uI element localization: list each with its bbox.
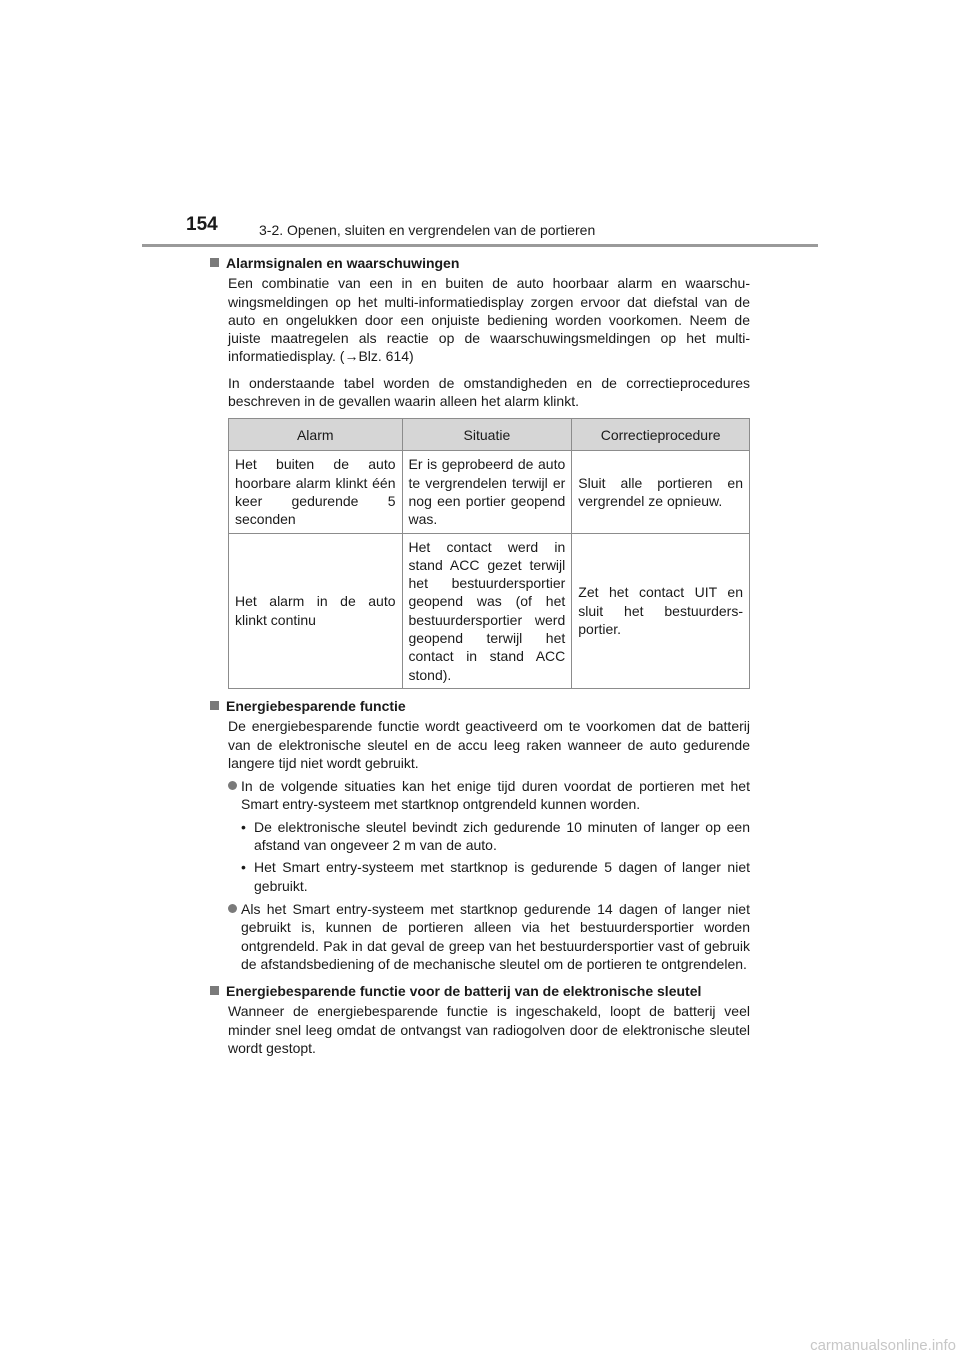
table-cell: Het contact werd in stand ACC gezet terwijl het bestuurdersportier geopend was (of het bestuurdersportier werd geopend terwijl het contact in stand ACC stond). bbox=[402, 533, 572, 688]
header-rule bbox=[142, 244, 818, 247]
alarm-table bbox=[228, 418, 750, 689]
table-cell: Het alarm in de auto klinkt continu bbox=[229, 533, 403, 688]
heading-energy: Energiebesparende functie bbox=[210, 697, 750, 715]
table-cell: Er is geprobeerd de auto te vergrendelen terwijl er nog een portier geopend was. bbox=[402, 451, 572, 533]
heading-battery: Energiebesparende functie voor de batterij van de elektronische sleutel bbox=[210, 982, 750, 1000]
energy-paragraph: De energiebesparende functie wordt geactiveerd om te voorkomen dat de batterij van de elektronische sleutel en de accu leeg raken wanneer de auto gedurende langere tijd niet wordt gebruikt. bbox=[228, 718, 750, 771]
table-row bbox=[229, 451, 750, 533]
heading-alarm: Alarmsignalen en waarschuwingen bbox=[210, 254, 750, 272]
list-item: In de volgende situaties kan het enige tijd duren voordat de portieren met het Smart entry-systeem met startknop ontgrendeld kunnen worden. bbox=[228, 777, 750, 814]
square-bullet-icon bbox=[210, 701, 219, 710]
page-number: 154 bbox=[186, 214, 218, 235]
page-content bbox=[210, 254, 750, 1057]
table-cell: Sluit alle portieren en vergrendel ze opnieuw. bbox=[572, 451, 750, 533]
sub-list-item: • De elektronische sleutel bevindt zich gedurende 10 minuten of langer op een afstand van ongeveer 2 m van de auto. bbox=[241, 818, 750, 854]
watermark: carmanualsonline.info bbox=[810, 1337, 956, 1354]
square-bullet-icon bbox=[210, 258, 219, 267]
battery-paragraph: Wanneer de energiebesparende functie is ingeschakeld, loopt de batterij veel minder snel leeg omdat de ontvangst van radiogolven door de elektronische sleutel wordt gestopt. bbox=[228, 1003, 750, 1056]
table-cell: Het buiten de auto hoorbare alarm klinkt één keer gedurende 5 seconden bbox=[229, 451, 403, 533]
table-header: Correctieprocedure bbox=[572, 419, 750, 451]
alarm-paragraph-2: In onderstaande tabel worden de omstandigheden en de correctieprocedures beschreven in de gevallen waarin alleen het alarm klinkt. bbox=[228, 374, 750, 410]
table-header-row bbox=[229, 419, 750, 451]
circle-bullet-icon bbox=[228, 904, 237, 913]
table-header: Alarm bbox=[229, 419, 403, 451]
table-header: Situatie bbox=[402, 419, 572, 451]
table-cell: Zet het contact UIT en sluit het bestuurdersportier. bbox=[572, 533, 750, 688]
sub-list-item: • Het Smart entry-systeem met startknop is gedurende 5 dagen of langer niet gebruikt. bbox=[241, 859, 750, 894]
section-title: 3-2. Openen, sluiten en vergrendelen van de portieren bbox=[259, 222, 596, 238]
alarm-paragraph-1: Een combinatie van een in en buiten de auto hoorbaar alarm en waarschuwingsmeldingen op het multi-informatiedisplay zorgen ervoor dat diefstal van de auto en ongelukken door een onjuiste bediening worden voorkomen. Neem de juiste maatregelen als reactie op de waarschuwingsmeldingen op het multi-informatiedisplay. (→Blz. 614) bbox=[228, 275, 750, 365]
table-row bbox=[229, 533, 750, 688]
circle-bullet-icon bbox=[228, 781, 237, 790]
square-bullet-icon bbox=[210, 986, 219, 995]
list-item: Als het Smart entry-systeem met startknop gedurende 14 dagen of langer niet gebruikt is, kunnen de portieren alleen via het bestuurdersportier worden ontgrendeld. Pak in dat geval de greep van het bestuurdersportier vast of gebruik de afstandsbediening of de mechanische sleutel om de portieren te ontgrendelen. bbox=[228, 900, 750, 973]
